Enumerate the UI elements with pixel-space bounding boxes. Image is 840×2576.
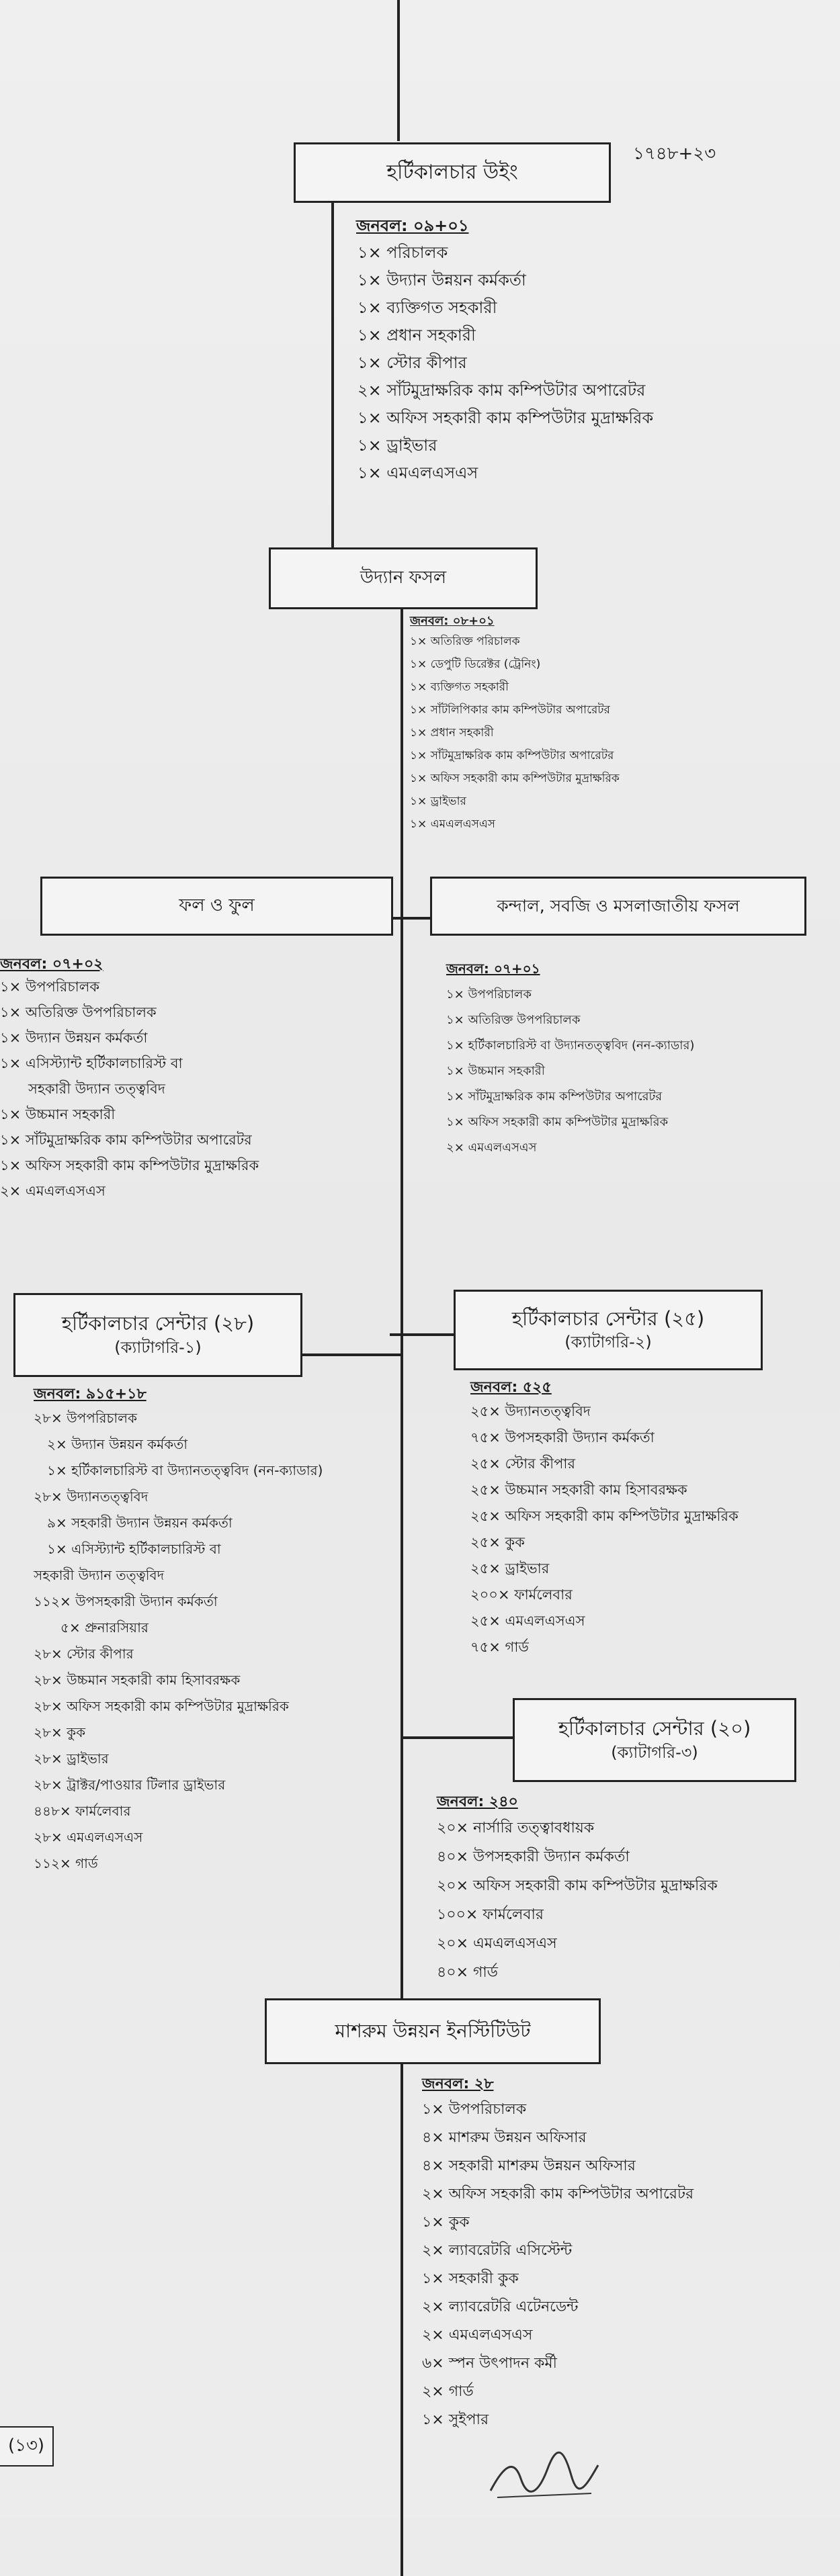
list-item: ১× সহকারী কুক [422, 2270, 519, 2287]
list-item: ২০× এমএলএসএস [437, 1935, 557, 1952]
horticulture-wing-manpower: জনবল: ০৯+০১ [356, 216, 469, 235]
list-item: ২৮× অফিস সহকারী কাম কম্পিউটার মুদ্রাক্ষরিক [34, 1698, 289, 1714]
horticulture-wing-box [294, 142, 611, 203]
horti-center-25-box [454, 1290, 763, 1370]
horti-center-20-manpower: জনবল: ২৪০ [437, 1793, 518, 1810]
list-item: ২৫× উদ্যানতত্ত্ববিদ [470, 1403, 591, 1419]
list-item: ২৫× অফিস সহকারী কাম কম্পিউটার মুদ্রাক্ষরিক [470, 1508, 739, 1524]
list-item: ২৮× উপপরিচালক [34, 1410, 138, 1426]
connector-line [331, 202, 334, 564]
connector-line [401, 608, 403, 2576]
list-item: ২× ল্যাবরেটরি এসিস্টেন্ট [422, 2242, 573, 2259]
list-item: ১× উচ্চমান সহকারী [0, 1106, 116, 1122]
list-item: ১১২× গার্ড [34, 1855, 98, 1871]
list-item: ৭৫× গার্ড [470, 1639, 529, 1655]
connector-line [302, 1353, 403, 1356]
list-item: ২০০× ফার্মলেবার [470, 1587, 573, 1603]
list-item: ১× অতিরিক্ত পরিচালক [410, 635, 520, 648]
list-item: ১× সাঁটলিপিকার কাম কম্পিউটার অপারেটর [410, 703, 610, 717]
mushroom-institute-list [422, 2096, 694, 2434]
list-item: ১× ডেপুটি ডিরেক্টর (ট্রেনিং) [410, 658, 541, 671]
list-item: ১× এমএলএসএস [358, 463, 478, 482]
udyan-fosol-box [269, 547, 538, 609]
horti-center-20-title: হর্টিকালচার সেন্টার (২০) [558, 1717, 751, 1740]
list-item: ২× গার্ড [422, 2383, 474, 2400]
list-item: ৪০× গার্ড [437, 1964, 498, 1981]
horti-center-28-list [34, 1405, 323, 1877]
list-item: ১× অফিস সহকারী কাম কম্পিউটার মুদ্রাক্ষরিক [0, 1157, 259, 1173]
list-item: ১× উপপরিচালক [422, 2101, 527, 2118]
list-item: ১× সাঁটমুদ্রাক্ষরিক কাম কম্পিউটার অপারেটর [410, 749, 614, 762]
list-item: ১× এসিস্ট্যান্ট হর্টিকালচারিস্ট বা [0, 1055, 183, 1071]
list-item: ১× হর্টিকালচারিস্ট বা উদ্যানতত্ত্ববিদ (নন-ক্যাডার) [446, 1038, 695, 1053]
list-item: ১× উপপরিচালক [446, 987, 532, 1002]
list-item: ২৮× ড্রাইভার [34, 1750, 109, 1767]
list-item: ২× এমএলএসএস [0, 1183, 106, 1199]
page-number-text: (১৩) [8, 2436, 45, 2456]
horti-center-25-title: হর্টিকালচার সেন্টার (২৫) [511, 1306, 705, 1330]
horticulture-wing-list [358, 239, 653, 487]
list-item: ১× ড্রাইভার [410, 795, 466, 808]
list-item: ১× অফিস সহকারী কাম কম্পিউটার মুদ্রাক্ষরিক [410, 772, 620, 785]
list-item: ১× এমএলএসএস [410, 817, 495, 831]
list-item: ২৫× কুক [470, 1534, 525, 1550]
list-item: ১× অফিস সহকারী কাম কম্পিউটার মুদ্রাক্ষরিক [446, 1115, 669, 1129]
list-item: ২০× নার্সারি তত্ত্বাবধায়ক [437, 1820, 595, 1836]
list-item: ১× ব্যক্তিগত সহকারী [358, 298, 497, 317]
list-item: ২৮× কুক [34, 1724, 86, 1740]
horti-center-25-subtitle: (ক্যাটাগরি-২) [564, 1333, 652, 1352]
fol-ful-list [0, 974, 259, 1204]
fol-ful-title: ফল ও ফুল [179, 895, 255, 916]
list-item: ২৮× উদ্যানতত্ত্ববিদ [34, 1489, 149, 1505]
kondal-sobji-list [446, 982, 694, 1161]
list-item: ১× উদ্যান উন্নয়ন কর্মকর্তা [0, 1030, 148, 1046]
horti-center-25-list [470, 1398, 739, 1660]
mushroom-institute-box [265, 1998, 601, 2064]
list-item: ২৫× উচ্চমান সহকারী কাম হিসাবরক্ষক [470, 1482, 687, 1498]
list-item: ১× স্টোর কীপার [358, 353, 467, 372]
horti-center-25-manpower: জনবল: ৫২৫ [470, 1379, 552, 1396]
list-item: ১× এসিস্ট্যান্ট হর্টিকালচারিস্ট বা [47, 1541, 221, 1557]
connector-line [393, 917, 430, 920]
list-item: ২৮× এমএলএসএস [34, 1829, 143, 1845]
kondal-sobji-box [430, 877, 806, 936]
horti-center-20-list [437, 1814, 718, 1987]
connector-line [390, 1333, 454, 1336]
list-item: ১× পরিচালক [358, 243, 448, 262]
list-item: ২× উদ্যান উন্নয়ন কর্মকর্তা [47, 1436, 188, 1452]
kondal-sobji-title: কন্দাল, সবজি ও মসলাজাতীয় ফসল [497, 895, 740, 916]
list-item: ১× অফিস সহকারী কাম কম্পিউটার মুদ্রাক্ষরিক [358, 408, 654, 427]
list-item: ১× উদ্যান উন্নয়ন কর্মকর্তা [358, 271, 526, 290]
list-item: ১× সুইপার [422, 2411, 489, 2428]
signature-icon [484, 2438, 605, 2505]
udyan-fosol-manpower: জনবল: ০৮+০১ [410, 614, 495, 628]
list-item: ১× সাঁটমুদ্রাক্ষরিক কাম কম্পিউটার অপারেটর [0, 1132, 252, 1148]
connector-line [397, 0, 400, 141]
list-item: ৪০× উপসহকারী উদ্যান কর্মকর্তা [437, 1849, 630, 1865]
list-item: ২৫× ড্রাইভার [470, 1560, 550, 1576]
list-item: ৯× সহকারী উদ্যান উন্নয়ন কর্মকর্তা [47, 1515, 233, 1531]
list-item: ১× হর্টিকালচারিস্ট বা উদ্যানতত্ত্ববিদ (নন-ক্যাডার) [47, 1462, 323, 1478]
fol-ful-box [40, 877, 393, 936]
list-item: ১× কুক [422, 2214, 470, 2231]
list-item: ২৮× স্টোর কীপার [34, 1646, 134, 1662]
list-item: ১× সাঁটমুদ্রাক্ষরিক কাম কম্পিউটার অপারেটর [446, 1090, 663, 1104]
list-item: ১× ড্রাইভার [358, 436, 437, 455]
kondal-sobji-manpower: জনবল: ০৭+০১ [446, 961, 540, 977]
list-item: ১× অতিরিক্ত উপপরিচালক [446, 1013, 581, 1027]
list-item: ৪× মাশরুম উন্নয়ন অফিসার [422, 2129, 587, 2146]
list-item: ২× সাঁটমুদ্রাক্ষরিক কাম কম্পিউটার অপারেটর [358, 381, 646, 400]
list-item: ২৮× ট্রাক্টর/পাওয়ার টিলার ড্রাইভার [34, 1777, 226, 1793]
horti-center-28-subtitle: (ক্যাটাগরি-১) [114, 1337, 202, 1357]
connector-line [402, 1736, 513, 1739]
list-item: ১১২× উপসহকারী উদ্যান কর্মকর্তা [34, 1593, 218, 1609]
page-number [0, 2426, 54, 2467]
list-item: ২৫× স্টোর কীপার [470, 1456, 576, 1472]
list-item: ১× উপপরিচালক [0, 979, 100, 995]
list-item: ১× প্রধান সহকারী [358, 326, 476, 345]
horti-center-20-box [513, 1698, 796, 1782]
list-item: ২× ল্যাবরেটরি এটেনডেন্ট [422, 2299, 579, 2315]
list-item: ২× এমএলএসএস [446, 1141, 537, 1155]
list-item: ১০০× ফার্মলেবার [437, 1906, 544, 1923]
list-item: ২৫× এমএলএসএস [470, 1613, 585, 1629]
list-item: ২× এমএলএসএস [422, 2327, 533, 2344]
horti-center-28-title: হর্টিকালচার সেন্টার (২৮) [61, 1312, 255, 1335]
horti-center-28-box [13, 1293, 302, 1377]
list-item: ১× অতিরিক্ত উপপরিচালক [0, 1004, 157, 1020]
horti-center-28-manpower: জনবল: ৯১৫+১৮ [34, 1386, 146, 1403]
list-item: ৬× স্পন উৎপাদন কর্মী [422, 2355, 557, 2372]
udyan-fosol-list [410, 630, 620, 836]
horticulture-wing-title: হর্টিকালচার উইং [386, 160, 518, 184]
list-item: ২× অফিস সহকারী কাম কম্পিউটার অপারেটর [422, 2186, 694, 2203]
list-item: ৭৫× উপসহকারী উদ্যান কর্মকর্তা [470, 1429, 655, 1446]
mushroom-institute-title: মাশরুম উন্নয়ন ইনস্টিটিউট [335, 2019, 531, 2042]
list-item: সহকারী উদ্যান তত্ত্ববিদ [28, 1081, 165, 1097]
list-item: সহকারী উদ্যান তত্ত্ববিদ [34, 1567, 165, 1583]
list-item: ৪× সহকারী মাশরুম উন্নয়ন অফিসার [422, 2158, 636, 2174]
fol-ful-manpower: জনবল: ০৭+০২ [0, 956, 103, 973]
list-item: ২০× অফিস সহকারী কাম কম্পিউটার মুদ্রাক্ষরিক [437, 1877, 718, 1894]
list-item: ১× প্রধান সহকারী [410, 726, 494, 740]
list-item: ১× ব্যক্তিগত সহকারী [410, 680, 509, 694]
mushroom-institute-manpower: জনবল: ২৮ [422, 2076, 494, 2092]
list-item: ১× উচ্চমান সহকারী [446, 1064, 545, 1078]
list-item: ২৮× উচ্চমান সহকারী কাম হিসাবরক্ষক [34, 1672, 241, 1688]
list-item: ৪৪৮× ফার্মলেবার [34, 1803, 131, 1819]
udyan-fosol-title: উদ্যান ফসল [360, 568, 447, 588]
total-manpower-count: ১৭৪৮+২৩ [633, 144, 716, 164]
horti-center-20-subtitle: (ক্যাটাগরি-৩) [611, 1742, 698, 1762]
list-item: ৫× প্রুনারসিয়ার [60, 1619, 149, 1636]
